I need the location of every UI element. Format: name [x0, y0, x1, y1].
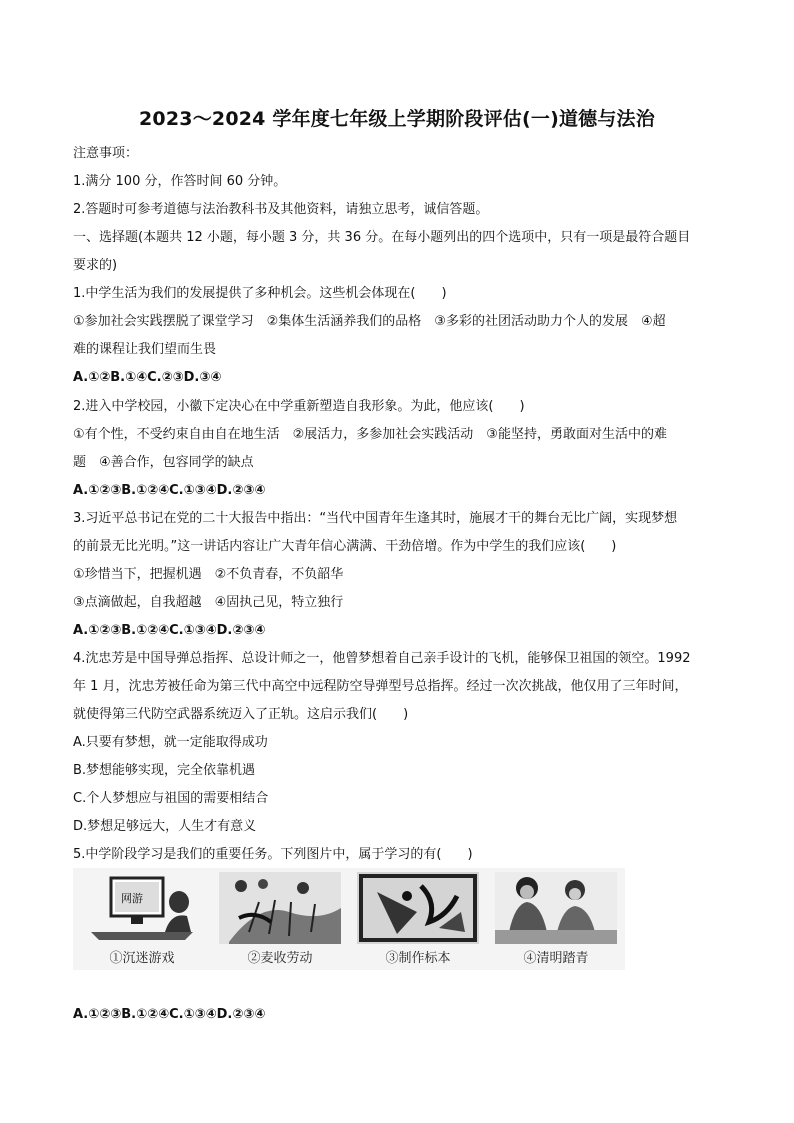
harvest-icon	[219, 872, 341, 944]
q5-picture-strip	[73, 868, 625, 970]
notice-item-2: 2.答题时可参考道德与法治教科书及其他资料，请独立思考，诚信答题。	[73, 202, 489, 217]
notice-heading: 注意事项：	[73, 146, 139, 161]
q1-stem: 1.中学生活为我们的发展提供了多种机会。这些机会体现在( )	[73, 286, 447, 301]
outing-icon	[495, 872, 617, 944]
specimen-icon	[357, 872, 479, 944]
page-title: 2023～2024 学年度七年级上学期阶段评估(一)道德与法治	[139, 108, 655, 130]
q1-options: ①参加社会实践摆脱了课堂学习 ②集体生活涵养我们的品格 ③多彩的社团活动助力个人的发展 ④超	[73, 314, 666, 329]
q2-options: ①有个性，不受约束自由自在地生活 ②展活力，多参加社会实践活动 ③能坚持，勇敢面对生活中的难	[73, 427, 667, 442]
q5-caption-3: ③制作标本	[385, 951, 451, 966]
q1-answer-choices: A.①②B.①④C.②③D.③④	[73, 370, 222, 385]
q1-options-cont: 难的课程让我们望而生畏	[73, 342, 217, 357]
q3-options-cont: ③点滴做起，自我超越 ④固执己见，特立独行	[73, 595, 344, 610]
q5-picture-2	[211, 868, 349, 970]
q4-option-d: D.梦想足够远大，人生才有意义	[73, 819, 257, 834]
q5-picture-3	[349, 868, 487, 970]
q5-picture-4	[487, 868, 625, 970]
q5-picture-1	[73, 868, 211, 970]
screen-label: 网游	[121, 892, 143, 905]
q3-stem: 3.习近平总书记在党的二十大报告中指出：“当代中国青年生逢其时，施展才干的舞台无比广阔，实现梦想	[73, 511, 678, 526]
notice-item-1: 1.满分 100 分，作答时间 60 分钟。	[73, 174, 287, 189]
section-heading: 一、选择题(本题共 12 小题，每小题 3 分，共 36 分。在每小题列出的四个选项中，只有一项是最符合题目	[73, 230, 691, 245]
q4-option-a: A.只要有梦想，就一定能取得成功	[73, 735, 268, 750]
q5-caption-2: ②麦收劳动	[247, 951, 313, 966]
q5-answer-choices: A.①②③B.①②④C.①③④D.②③④	[73, 1007, 266, 1022]
q4-stem: 4.沈忠芳是中国导弹总指挥、总设计师之一，他曾梦想着自己亲手设计的飞机，能够保卫祖国的领空。1992	[73, 651, 691, 666]
q5-caption-1: ①沉迷游戏	[109, 951, 175, 966]
q4-stem-cont: 年 1 月，沈忠芳被任命为第三代中高空中远程防空导弹型号总指挥。经过一次次挑战，他仅用了三年时间，	[73, 679, 688, 694]
q5-caption-4: ④清明踏青	[523, 951, 589, 966]
section-heading-cont: 要求的)	[73, 258, 118, 273]
q4-stem-cont-2: 就使得第三代防空武器系统迈入了正轨。这启示我们( )	[73, 707, 409, 722]
q3-stem-cont: 的前景无比光明。”这一讲话内容让广大青年信心满满、干劲倍增。作为中学生的我们应该( )	[73, 539, 617, 554]
q2-answer-choices: A.①②③B.①②④C.①③④D.②③④	[73, 483, 266, 498]
q2-options-cont: 题 ④善合作，包容同学的缺点	[73, 455, 254, 470]
computer-game-icon	[81, 872, 203, 944]
q3-options: ①珍惜当下，把握机遇 ②不负青春，不负韶华	[73, 567, 344, 582]
q3-answer-choices: A.①②③B.①②④C.①③④D.②③④	[73, 623, 266, 638]
q2-stem: 2.进入中学校园，小徽下定决心在中学重新塑造自我形象。为此，他应该( )	[73, 399, 525, 414]
q4-option-b: B.梦想能够实现，完全依靠机遇	[73, 763, 256, 778]
q5-stem: 5.中学阶段学习是我们的重要任务。下列图片中，属于学习的有( )	[73, 847, 473, 862]
q4-option-c: C.个人梦想应与祖国的需要相结合	[73, 791, 269, 806]
